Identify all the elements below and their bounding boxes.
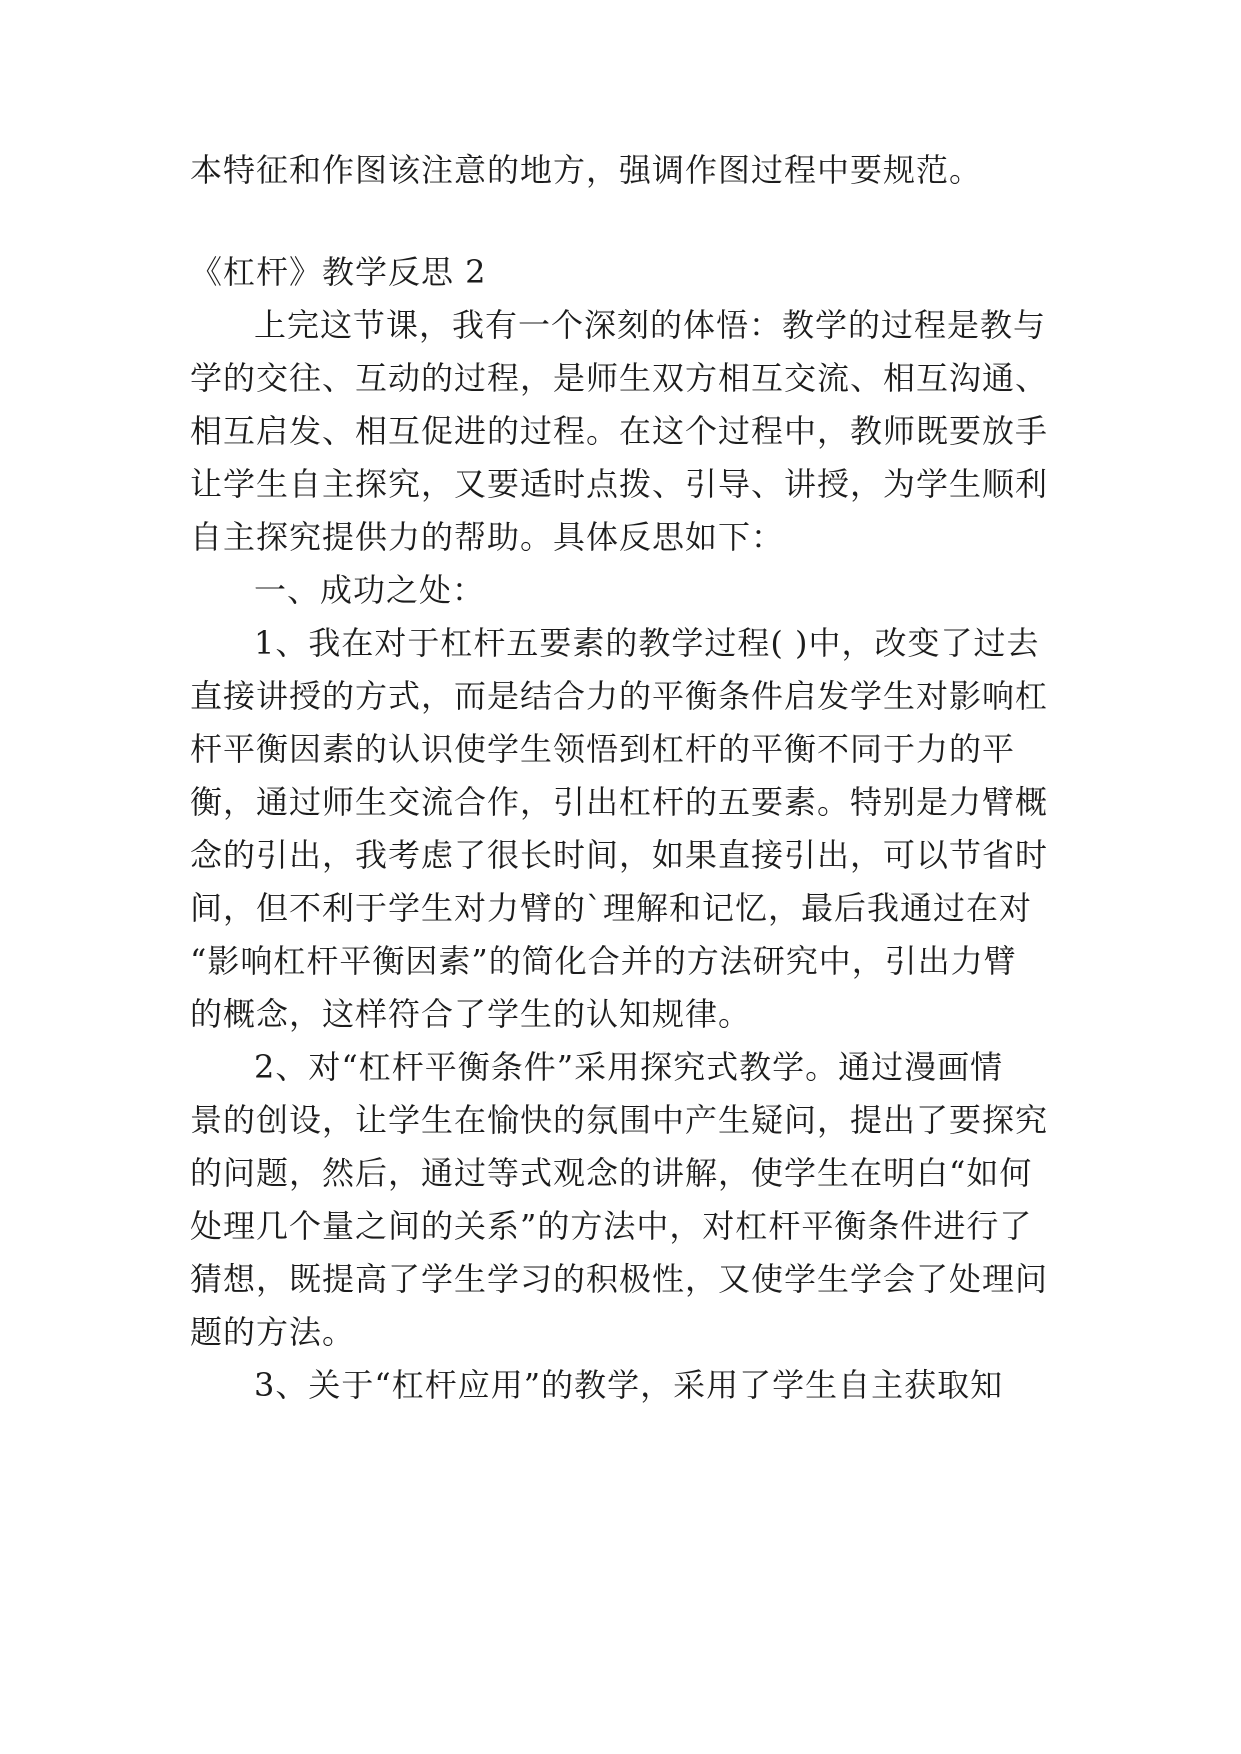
paragraph-line: 本特征和作图该注意的地方，强调作图过程中要规范。 <box>190 151 983 189</box>
paragraph-line: 2、对“杠杆平衡条件”采用探究式教学。通过漫画情 <box>254 1048 1004 1086</box>
paragraph-line: 间，但不利于学生对力臂的`理解和记忆，最后我通过在对 <box>190 889 1033 927</box>
paragraph-line: 杆平衡因素的认识使学生领悟到杠杆的平衡不同于力的平 <box>190 730 1016 768</box>
paragraph-line: 的问题，然后，通过等式观念的讲解，使学生在明白“如何 <box>190 1154 1033 1192</box>
subsection-heading: 一、成功之处： <box>254 571 486 609</box>
paragraph-line: 衡，通过师生交流合作，引出杠杆的五要素。特别是力臂概 <box>190 783 1049 821</box>
paragraph-line: 猜想，既提高了学生学习的积极性，又使学生学会了处理问 <box>190 1260 1049 1298</box>
paragraph-line: “影响杠杆平衡因素”的简化合并的方法研究中，引出力臂 <box>190 942 1017 980</box>
paragraph-line: 1、我在对于杠杆五要素的教学过程( )中，改变了过去 <box>254 624 1040 662</box>
paragraph-line: 让学生自主探究，又要适时点拨、引导、讲授，为学生顺利 <box>190 465 1049 503</box>
paragraph-line: 处理几个量之间的关系”的方法中，对杠杆平衡条件进行了 <box>190 1207 1033 1245</box>
paragraph-line: 直接讲授的方式，而是结合力的平衡条件启发学生对影响杠 <box>190 677 1049 715</box>
paragraph-line: 自主探究提供力的帮助。具体反思如下： <box>190 518 785 556</box>
paragraph-line: 学的交往、互动的过程，是师生双方相互交流、相互沟通、 <box>190 359 1049 397</box>
paragraph-line: 3、关于“杠杆应用”的教学，采用了学生自主获取知 <box>254 1366 1004 1404</box>
paragraph-line: 相互启发、相互促进的过程。在这个过程中，教师既要放手 <box>190 412 1049 450</box>
paragraph-line: 的概念，这样符合了学生的认知规律。 <box>190 995 752 1033</box>
section-heading: 《杠杆》教学反思 2 <box>190 253 487 291</box>
paragraph-line: 上完这节课，我有一个深刻的体悟：教学的过程是教与 <box>254 306 1047 344</box>
paragraph-line: 念的引出，我考虑了很长时间，如果直接引出，可以节省时 <box>190 836 1049 874</box>
paragraph-line: 题的方法。 <box>190 1313 356 1351</box>
paragraph-line: 景的创设，让学生在愉快的氛围中产生疑问，提出了要探究 <box>190 1101 1049 1139</box>
